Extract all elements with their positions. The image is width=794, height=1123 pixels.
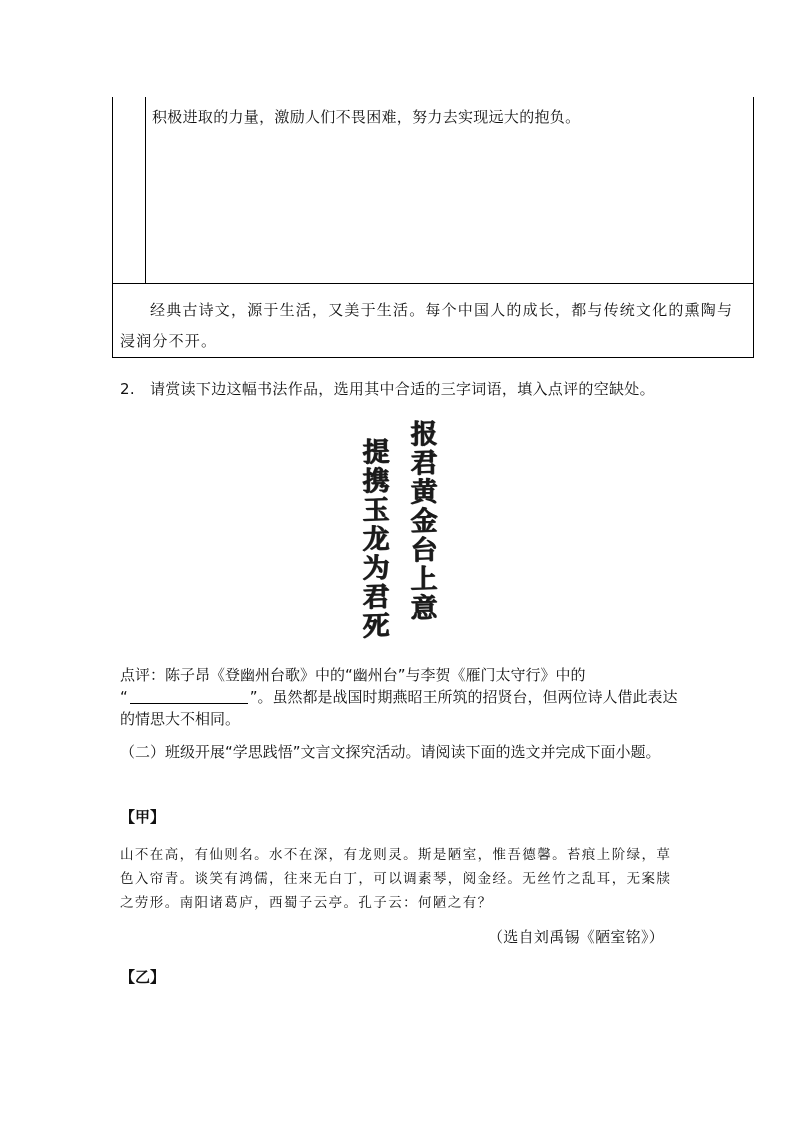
table-border-bottom bbox=[112, 357, 754, 358]
table-border-right bbox=[753, 97, 754, 357]
calligraphy-right-column bbox=[402, 419, 446, 624]
table-block bbox=[112, 97, 754, 358]
calligraphy-char: 上 bbox=[410, 563, 438, 596]
calligraphy-char: 台 bbox=[410, 534, 438, 567]
question-2 bbox=[120, 378, 655, 399]
table-cell-text: 积极进取的力量，激励人们不畏困难，努力去实现远大的抱负。 bbox=[152, 108, 581, 126]
calligraphy-char: 携 bbox=[362, 465, 390, 498]
calligraphy-artwork bbox=[350, 420, 450, 650]
calligraphy-char: 龙 bbox=[362, 523, 390, 556]
section-2-intro: （二）班级开展“学思践悟”文言文探究活动。请阅读下面的选文并完成下面小题。 bbox=[120, 743, 661, 761]
question-prompt: 请赏读下边这幅书法作品，选用其中合适的三字词语，填入点评的空缺处。 bbox=[150, 380, 655, 398]
calligraphy-char: 意 bbox=[410, 592, 438, 625]
yi-label: 【乙】 bbox=[120, 968, 166, 986]
calligraphy-char: 黄 bbox=[410, 476, 438, 509]
question-number: 2. bbox=[120, 380, 135, 398]
calligraphy-char: 死 bbox=[362, 610, 390, 643]
table-border-inner bbox=[145, 97, 146, 284]
calligraphy-char: 金 bbox=[410, 505, 438, 538]
jia-source: （选自刘禹锡《陋室铭》） bbox=[488, 928, 665, 946]
calligraphy-left-column bbox=[354, 437, 398, 642]
jia-label: 【甲】 bbox=[120, 808, 166, 826]
calligraphy-char: 报 bbox=[410, 418, 438, 451]
commentary-text-2: ”。虽然都是战国时期燕昭王所筑的招贤台，但两位诗人借此表达的情思大不相同。 bbox=[120, 688, 678, 728]
table-border-left bbox=[112, 97, 113, 357]
commentary-text-1: 点评：陈子昂《登幽州台歌》中的“幽州台”与李贺《雁门太守行》中的 bbox=[120, 666, 586, 684]
commentary-paragraph bbox=[120, 664, 680, 730]
calligraphy-char: 为 bbox=[362, 552, 390, 585]
calligraphy-char: 君 bbox=[362, 581, 390, 614]
jia-passage: 山不在高，有仙则名。水不在深，有龙则灵。斯是陋室，惟吾德馨。苔痕上阶绿，草色入帘青。谈笑有鸿儒，往来无白丁，可以调素琴，阅金经。无丝竹之乱耳，无案牍之劳形。南阳诸葛庐，西蜀子云亭。孔子云：何陋之有？ bbox=[120, 847, 672, 911]
calligraphy-char: 提 bbox=[362, 436, 390, 469]
table-row-divider bbox=[112, 283, 754, 284]
answer-blank[interactable] bbox=[130, 687, 248, 704]
table-summary-text: 经典古诗文，源于生活，又美于生活。每个中国人的成长，都与传统文化的熏陶与浸润分不开。 bbox=[120, 301, 734, 350]
commentary-open-quote: “ bbox=[120, 688, 128, 706]
calligraphy-char: 君 bbox=[410, 447, 438, 480]
calligraphy-char: 玉 bbox=[362, 494, 390, 527]
